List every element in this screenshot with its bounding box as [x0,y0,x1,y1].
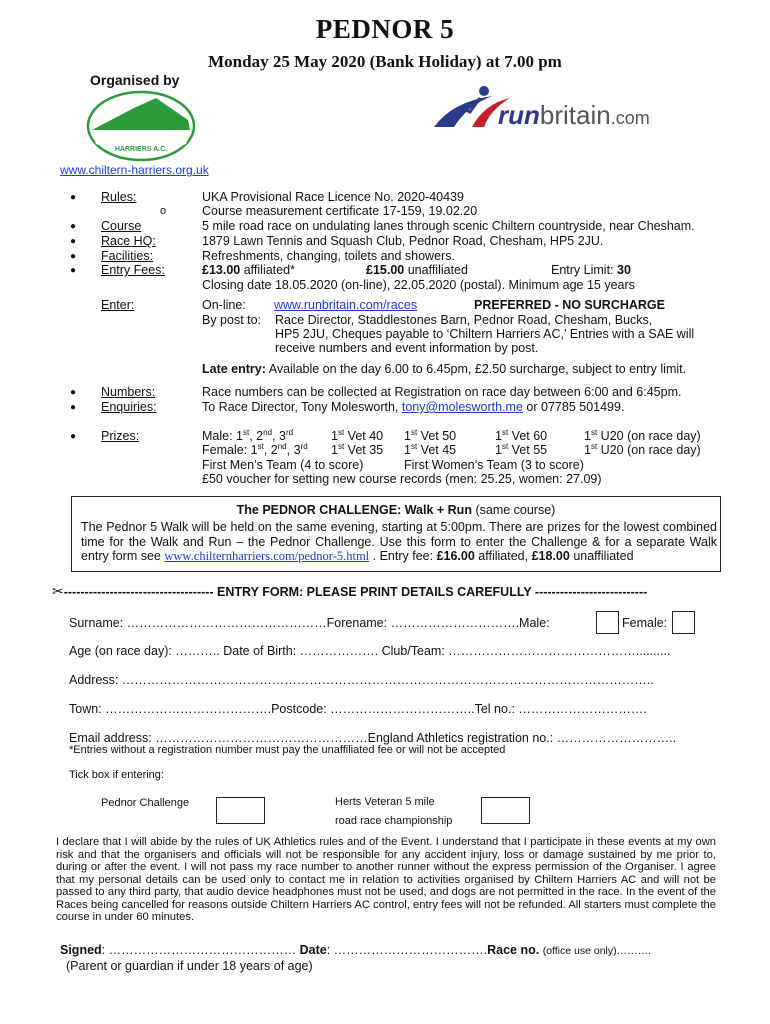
sub-bullet: o [160,205,167,217]
logo-dotcom-text: .com [610,108,650,128]
fees-label: Entry Fees: [101,263,165,277]
prizes-label: Prizes: [101,429,140,443]
prize-female-vet35: 1st Vet 35 [331,441,384,457]
challenge-text: The Pednor 5 Walk will be held on the same evening, starting at 5:00pm. There are prizes for the lowest combined time for the Walk and Run – the Pednor Challenge. Use this form to enter the Challenge & for a separate Walk entry form see [81,520,717,563]
challenge-heading-note: (same course) [475,503,556,517]
late-entry-label: Late entry: [202,362,266,376]
page-title: PEDNOR 5 [315,14,455,44]
pednor-challenge-box: The PEDNOR CHALLENGE: Walk + Run (same course) The Pednor 5 Walk will be held on the same evening, starting at 5:00pm. There are prizes for the lowest combined time for the Walk and Run – the Pednor Challenge. Use this form to enter the Challenge & for a separate Walk entry form see www.chilternharriers.com/pednor-5.html . Entry fee: £16.00 affiliated, £18.00 unaffiliated [71,496,721,572]
course-certificate: Course measurement certificate 17-159, 19.02.20 [202,204,478,218]
female-checkbox[interactable] [672,611,695,634]
prize-male-u20: 1st U20 (on race day) [584,427,701,443]
course-row: ● Course 5 mile road race on undulating lanes through scenic Chiltern countryside, near Chesham. [70,219,695,233]
facilities-label: Facilities: [101,249,154,263]
online-entry-link[interactable]: www.runbritain.com/races [274,298,418,312]
fee-affiliated-text: affiliated* [243,263,295,277]
prize-male-vet60: 1st Vet 60 [495,427,548,443]
signed-label: Signed [60,943,102,957]
prize-male-vet40: 1st Vet 40 [331,427,384,443]
organised-by-label: Organised by [90,72,180,88]
enter-label: Enter: [101,298,135,312]
prize-male-vet50: 1st Vet 50 [404,427,457,443]
enquiries-suffix: or 07785 501499. [526,400,625,414]
voucher-row [0,472,770,487]
event-date-subtitle: Monday 25 May 2020 (Bank Holiday) at 7.00 pm [208,52,562,71]
challenge-fee-affiliated: £16.00 [436,549,475,563]
chiltern-harriers-logo [86,90,196,162]
late-entry-row [0,362,770,377]
unaffiliated-note: *Entries without a registration number must pay the unaffiliated fee or will not be accepted [69,744,506,756]
entry-form-heading-row [52,583,647,600]
entry-form-heading: ------------------------------------ ENTRY FORM: PLEASE PRINT DETAILS CAREFULLY --------------------------- [63,585,648,599]
race-no-note: (office use only)………. [542,945,652,957]
prizes-female-row [0,443,770,458]
runbritain-logo [432,82,677,137]
hq-value: 1879 Lawn Tennis and Squash Club, Pednor Road, Chesham, HP5 2JU. [202,234,604,248]
post-row [0,313,770,328]
male-checkbox[interactable] [596,611,619,634]
logo-club-name: CHILTERN [116,131,166,142]
rules-row [0,190,770,205]
online-note: PREFERRED - NO SURCHARGE [474,298,665,312]
closing-date: Closing date 18.05.2020 (on-line), 22.05.2020 (postal). Minimum age 15 years [202,278,635,292]
fee-unaffiliated-text: unaffiliated [407,263,468,277]
guardian-note: (Parent or guardian if under 18 years of age) [66,959,313,973]
team-men: First Men’s Team (4 to score) [202,458,364,472]
bullet: ● [70,192,77,203]
rules-sub-row [0,204,770,219]
facilities-row: ● Facilities: Refreshments, changing, toilets and showers. [70,249,455,263]
male-overall: Male: 1st, 2nd, 3rd [202,427,294,443]
herts-option-line1: Herts Veteran 5 mile [335,796,435,808]
race-no-label: Race no. [487,943,540,957]
surname-forename-line[interactable]: Surname: …………………………………………Forename: ………………………….Male: [69,616,550,630]
fees-row: ● Entry Fees: £13.00 affiliated* £15.00 unaffiliated Entry Limit: 30 [70,263,631,277]
tick-box-label: Tick box if entering: [69,769,164,781]
entry-limit-value: 30 [617,263,631,277]
prize-female-vet45: 1st Vet 45 [404,441,457,457]
hq-row: ● Race HQ: 1879 Lawn Tennis and Squash Club, Pednor Road, Chesham, HP5 2JU. [70,234,604,248]
date-label: Date [299,943,327,957]
numbers-label: Numbers: [101,385,156,399]
walk-entry-link[interactable]: www.chilternharriers.com/pednor-5.html [164,549,370,563]
prize-female-u20: 1st U20 (on race day) [584,441,701,457]
enquiries-row: ● Enquiries: To Race Director, Tony Molesworth, tony@molesworth.me or 07785 501499. [70,400,625,414]
enquiries-prefix: To Race Director, Tony Molesworth, [202,400,399,414]
prize-female-vet55: 1st Vet 55 [495,441,548,457]
fee-affiliated: £13.00 [202,263,241,277]
pednor-challenge-option: Pednor Challenge [101,797,190,809]
post-line-2: HP5 2JU, Cheques payable to ‘Chiltern Harriers AC,’ Entries with a SAE will [275,327,695,341]
rules-value: UKA Provisional Race Licence No. 2020-40439 [202,190,464,204]
team-prizes-row [0,458,770,473]
herts-option-line2: road race championship [335,815,453,827]
numbers-row: ● Numbers: Race numbers can be collected at Registration on race day between 6:00 and 6:45pm. [70,385,682,399]
club-website-link[interactable]: www.chiltern-harriers.org.uk [60,163,209,177]
online-label: On-line: [202,298,246,312]
logo-britain-text: britain [539,100,611,130]
course-record-voucher: £50 voucher for setting new course records (men: 25.25, women: 27.09) [202,472,602,486]
herts-championship-checkbox[interactable] [481,797,530,824]
entry-limit-label: Entry Limit: [551,263,614,277]
post-line-3: receive numbers and event information by post. [275,341,539,355]
late-entry-value: Available on the day 6.00 to 6.45pm, £2.50 surcharge, subject to entry limit. [268,362,687,376]
chiltern-harriers-logo-graphic [86,90,196,162]
enquiries-email-link[interactable]: tony@molesworth.me [401,400,523,414]
numbers-value: Race numbers can be collected at Registration on race day between 6:00 and 6:45pm. [202,385,682,399]
email-registration-line[interactable]: Email address: ……………………………………………England Athletics registration no.: ……………………….. [69,731,677,745]
logo-run-text: run [498,100,540,130]
enquiries-label: Enquiries: [101,400,157,414]
rules-label: Rules: [101,190,137,204]
declaration-text: I declare that I will abide by the rules of UK Athletics rules and of the Event. I understand that I participate in these events at my own risk and that the organisers and officials will not be responsible for any accident injury, loss or damage sustained by me prior to, during or after the event. I will not pass my race number to another runner without the express permission of the Organiser. I agree that my personal details can be used only to contact me in relation to activities organised by Chiltern Harriers AC and will not be passed to any third party, that audio device headphones must not be used, and dogs are not permitted in the race. In the event of the Races being cancelled for reasons outside Chiltern Harriers AC control, entry fees will not be refunded. All starters must complete the course in under 60 minutes. [56,836,716,923]
female-label: Female: [622,616,668,630]
facilities-value: Refreshments, changing, toilets and showers. [202,249,455,263]
post-line-1: Race Director, Staddlestones Barn, Pednor Road, Chesham, Bucks, [275,313,653,327]
age-dob-club-line[interactable]: Age (on race day): ……….. Date of Birth: ………………. Club/Team: ……………………………………….......... [69,644,671,658]
enter-row [0,298,770,313]
pednor-challenge-checkbox[interactable] [216,797,265,824]
logo-club-subname: HARRIERS A.C. [114,146,168,153]
scissors-icon: ✂ [52,583,64,599]
course-value: 5 mile road race on undulating lanes through scenic Chiltern countryside, near Chesham. [202,219,695,233]
female-overall: Female: 1st, 2nd, 3rd [202,441,308,457]
course-label: Course [101,219,142,233]
hq-label: Race HQ: [101,234,156,248]
team-women: First Women’s Team (3 to score) [404,458,584,472]
signature-row[interactable]: Signed: ……………………………………… Date: ……………………………….Race no. (office use only)………. [60,943,652,957]
address-line[interactable]: Address: ……………………………………………………………………………………………………………….. [69,673,654,687]
challenge-fee-unaffiliated: £18.00 [531,549,570,563]
fee-unaffiliated: £15.00 [366,263,405,277]
closing-row [0,278,770,293]
prizes-row: ● Prizes: Male: 1st, 2nd, 3rd 1st Vet 40 1st Vet 50 1st Vet 60 1st U20 (on race day) [70,427,701,443]
challenge-heading: The PEDNOR CHALLENGE: Walk + Run [236,503,472,517]
town-postcode-tel-line[interactable]: Town: ………………………………….Postcode: ……………………………..Tel no.: …………………………. [69,702,647,716]
post-label: By post to: [202,313,262,327]
